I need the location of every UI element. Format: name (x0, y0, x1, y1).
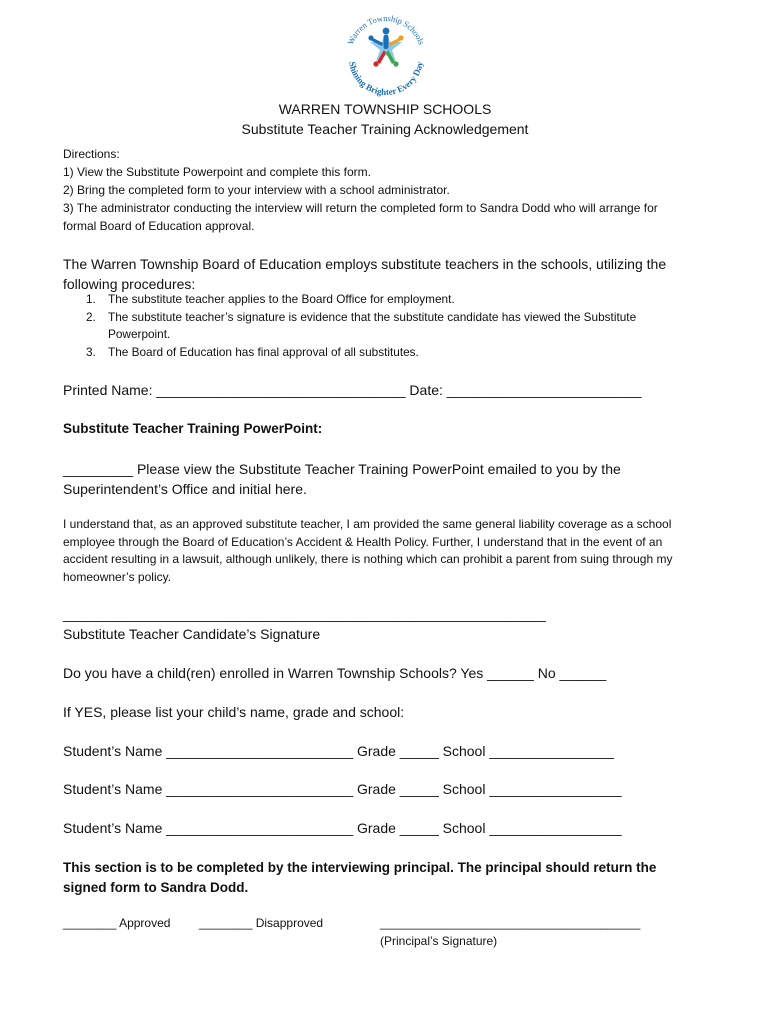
initial-field[interactable] (63, 459, 621, 499)
liability-line: accident resulting in a lawsuit, although unlikely, there is nothing which can prohibit a parent from suing through my (63, 552, 673, 566)
training-heading: Substitute Teacher Training PowerPoint: (63, 421, 323, 436)
candidate-signature-line[interactable]: ______________________________________________________________ (63, 606, 546, 622)
direction-item: 3) The administrator conducting the interview will return the completed form to Sandra Dodd who will arrange for (63, 201, 658, 215)
initial-line: Superintendent’s Office and initial here. (63, 481, 307, 497)
disapproved-field[interactable]: ________ Disapproved (199, 916, 324, 930)
child-enrolled-question[interactable]: Do you have a child(ren) enrolled in Warren Township Schools? Yes ______ No ______ (63, 665, 607, 681)
principal-line: This section is to be completed by the interviewing principal. The principal should return the (63, 860, 657, 875)
directions (63, 145, 658, 235)
school-name: WARREN TOWNSHIP SCHOOLS (278, 101, 492, 117)
student-row[interactable]: Student’s Name ________________________ Grade _____ School ________________ (63, 743, 614, 759)
if-yes-instruction: If YES, please list your child’s name, grade and school: (63, 704, 405, 720)
list-number: 3. (86, 344, 96, 359)
intro-line: following procedures: (63, 276, 196, 292)
svg-text:Shining Brighter Every Day (347, 60, 425, 97)
direction-item: 2) Bring the completed form to your interview with a school administrator. (63, 183, 450, 197)
procedures-list (86, 291, 686, 361)
star-people-icon (368, 28, 403, 67)
intro-line: The Warren Township Board of Education employs substitute teachers in the schools, utilizing the (63, 256, 667, 272)
list-item (86, 344, 686, 362)
form-title: Substitute Teacher Training Acknowledgement (241, 121, 529, 137)
student-row[interactable]: Student’s Name ________________________ Grade _____ School _________________ (63, 781, 622, 797)
intro-paragraph (63, 254, 666, 294)
initial-line: _________ Please view the Substitute Teacher Training PowerPoint emailed to you by the (63, 461, 621, 477)
list-number: 2. (86, 309, 96, 324)
printed-name-date-field[interactable]: Printed Name: ________________________________ Date: _________________________ (63, 382, 642, 398)
principal-signature-line[interactable]: _______________________________________ (380, 916, 641, 930)
list-text: The Board of Education has final approval of all substitutes. (108, 344, 419, 359)
list-text: The substitute teacher applies to the Board Office for employment. (108, 292, 455, 306)
list-number: 1. (86, 292, 96, 306)
logo-top-text: Warren Township Schools (346, 13, 426, 47)
liability-paragraph (63, 516, 672, 586)
logo-bottom-text: Shining Brighter Every Day (347, 60, 425, 98)
student-row[interactable]: Student’s Name ________________________ Grade _____ School _________________ (63, 820, 622, 836)
principal-line: signed form to Sandra Dodd. (63, 880, 249, 895)
list-item (86, 291, 686, 309)
principal-signature-label: (Principal’s Signature) (380, 934, 498, 948)
liability-line: employee through the Board of Education’s Accident & Health Policy. Further, I understand that in the event of an (63, 534, 663, 549)
direction-item: 1) View the Substitute Powerpoint and complete this form. (63, 165, 371, 179)
directions-label: Directions: (63, 147, 120, 161)
list-item (86, 309, 686, 344)
district-logo (337, 10, 435, 100)
principal-instructions (63, 858, 656, 898)
liability-line: homeowner’s policy. (63, 569, 172, 584)
candidate-signature-label: Substitute Teacher Candidate’s Signature (63, 626, 321, 642)
list-text: The substitute teacher’s signature is evidence that the substitute candidate has viewed the Substitute Powerpoint. (108, 309, 637, 341)
direction-item: formal Board of Education approval. (63, 219, 255, 233)
approved-field[interactable]: ________ Approved (63, 916, 171, 930)
liability-line: I understand that, as an approved substitute teacher, I am provided the same general liability coverage as a school (63, 517, 672, 531)
